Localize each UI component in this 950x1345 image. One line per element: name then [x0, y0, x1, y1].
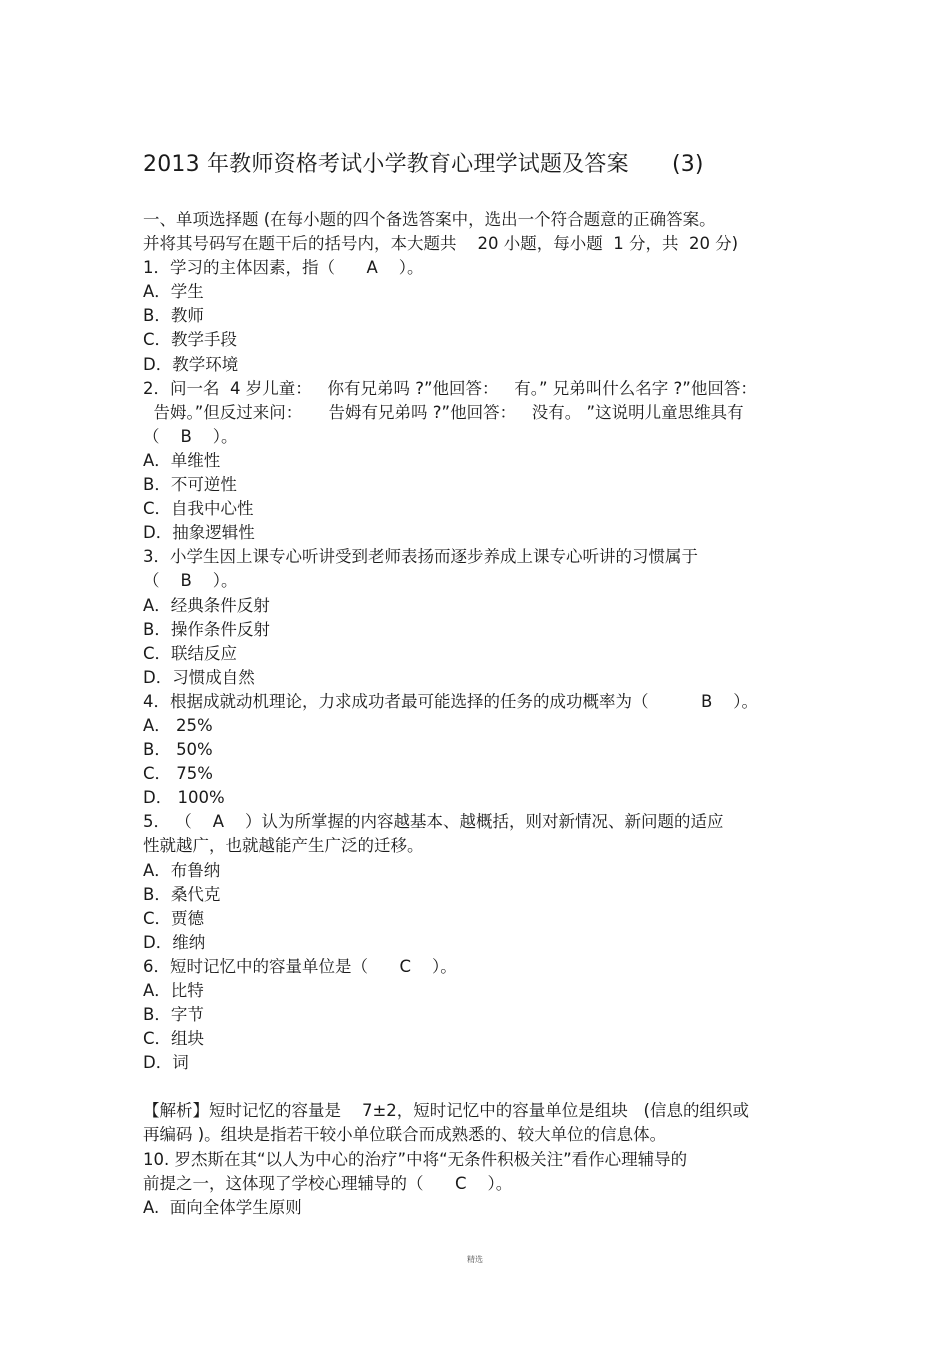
- document-title: 2013 年教师资格考试小学教育心理学试题及答案 (3): [143, 152, 704, 177]
- text-line: 4．根据成就动机理论，力求成功者最可能选择的任务的成功概率为（ B ）。: [143, 691, 758, 711]
- text-line: （ B ）。: [143, 571, 238, 591]
- text-line: 【解析】短时记忆的容量是 7±2，短时记忆中的容量单位是组块 (信息的组织或: [143, 1101, 749, 1121]
- text-line: B．教师: [143, 306, 204, 326]
- text-line: C．联结反应: [143, 643, 238, 663]
- questions-section: [143, 208, 823, 1075]
- text-line: 10. 罗杰斯在其“以人为中心的治疗”中将“无条件积极关注”看作心理辅导的: [143, 1149, 688, 1169]
- text-line: A．学生: [143, 282, 204, 302]
- text-line: 一、单项选择题 (在每小题的四个备选答案中，选出一个符合题意的正确答案。: [143, 210, 716, 229]
- text-line: B．字节: [143, 1005, 204, 1025]
- text-line: D．维纳: [143, 932, 206, 952]
- text-line: 2．问一名 4 岁儿童： 你有兄弟吗 ?”他回答： 有。” 兄弟叫什么名字 ?”他回答：: [143, 378, 757, 398]
- document-body: [143, 208, 823, 1220]
- text-line: 6．短时记忆中的容量单位是（ C ）。: [143, 956, 457, 976]
- text-line: （ B ）。: [143, 426, 238, 446]
- text-line: A. 面向全体学生原则: [143, 1197, 302, 1217]
- text-line: C． 75%: [143, 764, 213, 784]
- text-line: C．贾德: [143, 908, 205, 928]
- text-line: D．抽象逻辑性: [143, 523, 255, 543]
- text-line: A．经典条件反射: [143, 595, 270, 615]
- page-footer: 精选: [467, 1255, 483, 1264]
- text-line: B．操作条件反射: [143, 619, 270, 639]
- text-line: 告姆。”但反过来问： 告姆有兄弟吗 ?”他回答： 没有。 ”这说明儿童思维具有: [143, 402, 744, 422]
- text-line: B．桑代克: [143, 884, 221, 904]
- text-line: A．布鲁纳: [143, 860, 221, 880]
- text-line: A． 25%: [143, 715, 213, 735]
- text-line: C．教学手段: [143, 330, 238, 350]
- text-line: 前提之一，这体现了学校心理辅导的（ C ）。: [143, 1173, 513, 1193]
- text-line: D．教学环境: [143, 354, 239, 374]
- text-line: C．组块: [143, 1029, 205, 1049]
- text-line: 1．学习的主体因素，指（ A ）。: [143, 258, 424, 278]
- analysis-section: [143, 1099, 823, 1219]
- text-line: C．自我中心性: [143, 499, 254, 519]
- text-line: B． 50%: [143, 740, 213, 760]
- text-line: 3．小学生因上课专心听讲受到老师表扬而逐步养成上课专心听讲的习惯属于: [143, 547, 698, 567]
- text-line: 5． （ A ）认为所掌握的内容越基本、越概括，则对新情况、新问题的适应: [143, 812, 724, 832]
- text-line: D． 100%: [143, 788, 225, 808]
- text-line: A．比特: [143, 981, 204, 1000]
- text-line: 性就越广，也就越能产生广泛的迁移。: [143, 836, 424, 856]
- text-line: A．单维性: [143, 450, 221, 470]
- text-line: 再编码 )。组块是指若干较小单位联合而成熟悉的、较大单位的信息体。: [143, 1125, 667, 1145]
- text-line: 并将其号码写在题干后的括号内，本大题共 20 小题，每小题 1 分，共 20 分): [143, 234, 739, 254]
- text-line: D．习惯成自然: [143, 667, 255, 687]
- section-gap: [143, 1075, 823, 1099]
- text-line: D．词: [143, 1053, 189, 1073]
- text-line: B．不可逆性: [143, 475, 237, 495]
